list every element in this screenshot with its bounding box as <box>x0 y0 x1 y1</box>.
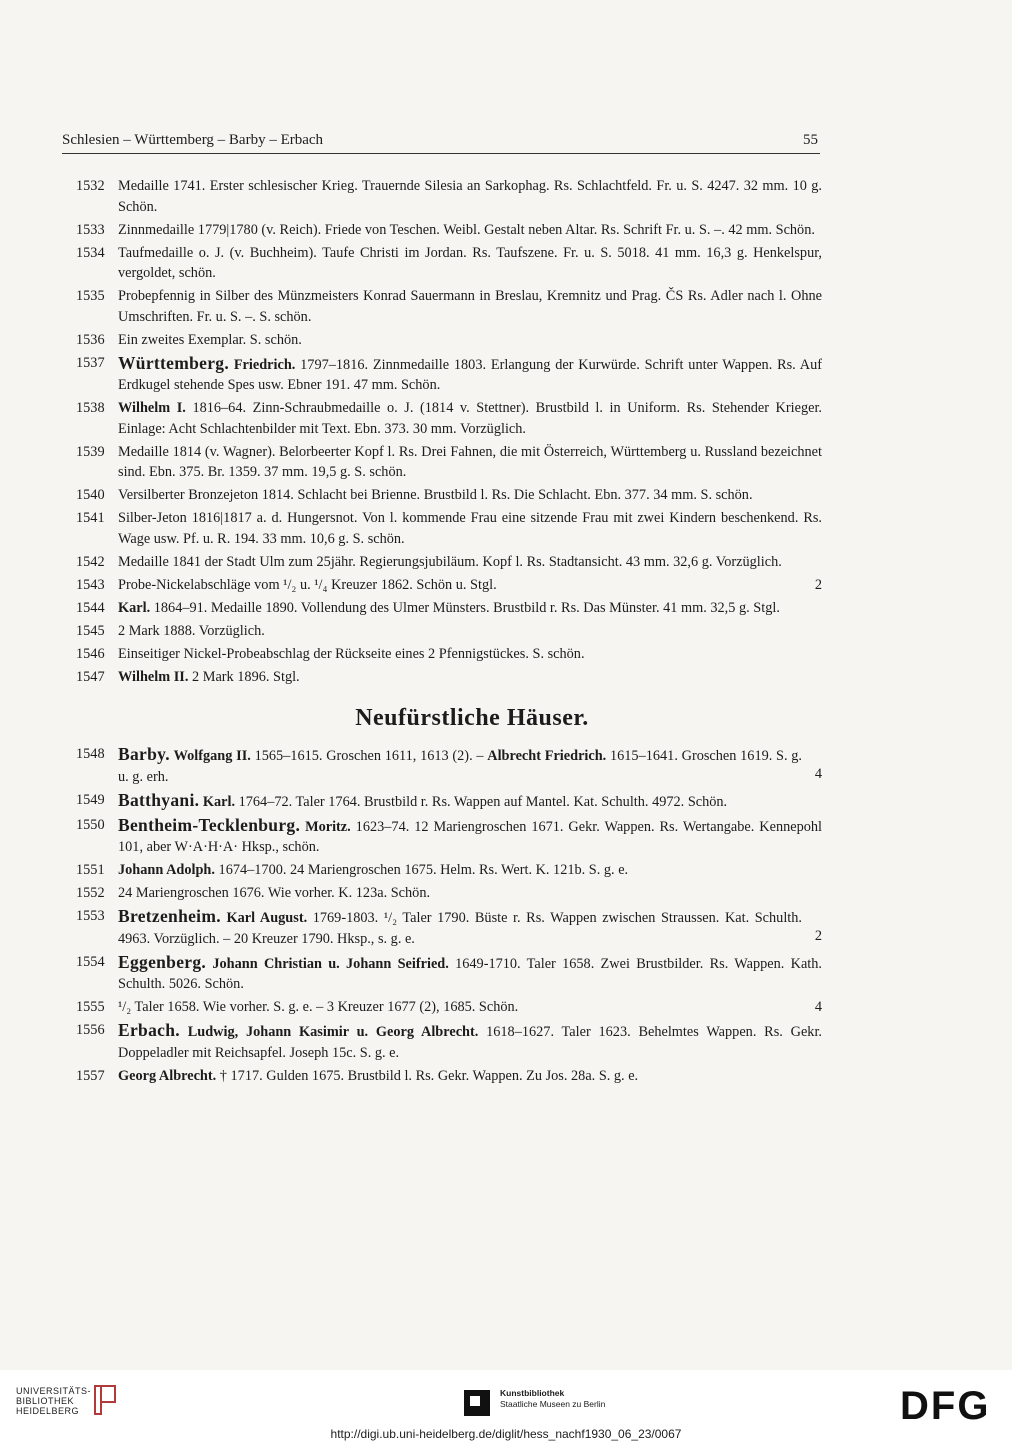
catalog-entry <box>62 952 822 995</box>
entry-number: 1532 <box>76 178 105 194</box>
entry-text: Medaille 1741. Erster schlesischer Krieg. Trauernde Silesia an Sarkophag. Rs. Schlachtfeld. Fr. u. S. 4247. 32 mm. 10 g. Schön. <box>118 178 822 215</box>
entry-text: Eggenberg. Johann Christian u. Johann Seifried. 1649-1710. Taler 1658. Zwei Brustbilder. Rs. Wappen. Kath. Schulth. 5026. Schön. <box>118 951 822 992</box>
catalog-entry <box>62 883 822 904</box>
kunstbibliothek-label <box>500 1388 605 1410</box>
catalog-entry <box>62 860 822 881</box>
catalog-entry <box>62 621 822 642</box>
entry-number: 1557 <box>76 1067 105 1084</box>
entry-text: Versilberter Bronzejeton 1814. Schlacht bei Brienne. Brustbild l. Rs. Die Schlacht. Ebn. 377. 34 mm. S. schön. <box>118 487 753 503</box>
entry-number: 1551 <box>76 862 105 878</box>
entry-list <box>62 176 822 1089</box>
catalog-entry <box>62 744 822 787</box>
catalog-entry <box>62 243 822 284</box>
catalog-entry <box>62 552 822 573</box>
catalog-entry <box>62 286 822 327</box>
entry-text: 2 Mark 1888. Vorzüglich. <box>118 622 265 639</box>
entry-text: Taufmedaille o. J. (v. Buchheim). Taufe Christi im Jordan. Rs. Taufszene. Fr. u. S. 5018. 41 mm. 16,3 g. Henkelspur, vergoldet, schön. <box>118 244 822 281</box>
entry-number: 1536 <box>76 331 105 348</box>
lot-count: 4 <box>814 999 822 1015</box>
entry-text <box>118 575 822 596</box>
kb-line2: Staatliche Museen zu Berlin <box>500 1399 606 1409</box>
kb-line1: Kunstbibliothek <box>500 1388 565 1398</box>
entry-text: Bentheim-Tecklenburg. Moritz. 1623–74. 12 Mariengroschen 1671. Gekr. Wappen. Rs. Wertangabe. Kennepohl 101, aber W·A·H·A· Hksp., schön. <box>118 814 823 855</box>
entry-text: 24 Mariengroschen 1676. Wie vorher. K. 123a. Schön. <box>118 885 431 901</box>
entry-text <box>118 997 822 1018</box>
entry-number: 1546 <box>76 645 105 662</box>
university-logo-icon <box>92 1384 118 1416</box>
entry-number: 1541 <box>76 510 105 526</box>
entry-text: Erbach. Ludwig, Johann Kasimir u. Georg Albrecht. 1618–1627. Taler 1623. Behelmtes Wappen. Rs. Gekr. Doppeladler mit Reichsapfel. Joseph 15c. S. g. e. <box>118 1020 822 1061</box>
catalog-entry <box>62 398 822 439</box>
page-header <box>62 132 818 149</box>
dfg-logo: DFG <box>900 1384 991 1428</box>
section-title: Neufürstliche Häuser. <box>355 705 589 731</box>
entry-text: Johann Adolph. 1674–1700. 24 Mariengroschen 1675. Helm. Rs. Wert. K. 121b. S. g. e. <box>118 862 629 878</box>
catalog-entry <box>62 815 822 858</box>
lot-count: 4 <box>814 766 822 782</box>
lot-count: 2 <box>814 928 822 944</box>
entry-number: 1555 <box>76 999 105 1015</box>
entry-number: 1544 <box>76 599 105 616</box>
catalog-entry <box>62 508 822 549</box>
entry-number: 1556 <box>76 1022 105 1038</box>
entry-number: 1542 <box>76 553 105 570</box>
catalog-entry <box>62 1020 822 1063</box>
entry-text <box>118 744 822 787</box>
catalog-entry <box>62 485 822 506</box>
entry-text: Wilhelm I. 1816–64. Zinn-Schraubmedaille o. J. (1814 v. Stettner). Brustbild l. in Uniform. Rs. Stehender Krieger. Einlage: Acht Schlachtenbilder mit Text. Ebn. 373. 30 mm. Vorzüglich. <box>118 400 822 437</box>
entry-text: Württemberg. Friedrich. 1797–1816. Zinnmedaille 1803. Erlangung der Kurwürde. Schrift unter Wappen. Rs. Auf Erdkugel stehende Spes usw. Ebner 191. 47 mm. Schön. <box>118 352 822 393</box>
entry-description: Probe-Nickelabschläge vom ¹/₂ u. ¹/₄ Kreuzer 1862. Schön u. Stgl. <box>118 576 497 593</box>
source-url[interactable]: http://digi.ub.uni-heidelberg.de/diglit/hess_nachf1930_06_23/0067 <box>330 1427 682 1441</box>
catalog-entry <box>62 997 822 1018</box>
entry-number: 1538 <box>76 400 105 416</box>
entry-number: 1547 <box>76 668 105 685</box>
catalog-entry <box>62 353 822 396</box>
catalog-entry <box>62 442 822 483</box>
catalog-entry <box>62 1066 822 1087</box>
entry-text: Karl. 1864–91. Medaille 1890. Vollendung des Ulmer Münsters. Brustbild r. Rs. Das Münster. 41 mm. 32,5 g. Stgl. <box>118 599 780 616</box>
entry-number: 1548 <box>76 746 105 762</box>
catalog-entry <box>62 220 822 241</box>
entry-text: Georg Albrecht. † 1717. Gulden 1675. Brustbild l. Rs. Gekr. Wappen. Zu Jos. 28a. S. g. e. <box>118 1067 639 1084</box>
entry-number: 1535 <box>76 288 105 304</box>
catalog-entry <box>62 575 822 596</box>
header-rule <box>62 153 820 154</box>
kunstbibliothek-logo-icon <box>462 1388 492 1418</box>
catalog-entry <box>62 667 822 688</box>
catalog-entry <box>62 598 822 619</box>
catalog-entry <box>62 790 822 813</box>
entry-text <box>118 906 822 949</box>
entry-number: 1549 <box>76 791 105 808</box>
entry-description: Bretzenheim. Karl August. 1769-1803. ¹/₂ Taler 1790. Büste r. Rs. Wappen zwischen Straussen. Kat. Schulth. 4963. Vorzüglich. – 20 Kreuzer 1790. Hksp., s. g. e. <box>118 906 802 947</box>
catalog-entry <box>62 176 822 217</box>
entry-number: 1539 <box>76 443 105 460</box>
entry-description: Barby. Wolfgang II. 1565–1615. Groschen 1611, 1613 (2). – Albrecht Friedrich. 1615–1641. Groschen 1619. S. g. u. g. erh. <box>118 744 803 785</box>
entry-text: Silber-Jeton 1816|1817 a. d. Hungersnot. Von l. kommende Frau eine sitzende Frau mit zwei Kindern beschenkend. Rs. Wage usw. Pf. u. R. 194. 33 mm. 10,6 g. S. schön. <box>118 510 822 547</box>
entry-text: Probepfennig in Silber des Münzmeisters Konrad Sauermann in Breslau, Kremnitz und Prag. ČS Rs. Adler nach l. Ohne Umschriften. Fr. u. S. –. S. schön. <box>118 288 822 325</box>
footer <box>0 1370 1012 1445</box>
entry-text: Medaille 1841 der Stadt Ulm zum 25jähr. Regierungsjubiläum. Kopf l. Rs. Stadtansicht. 43 mm. 32,6 g. Vorzüglich. <box>118 553 782 570</box>
entry-text: Wilhelm II. 2 Mark 1896. Stgl. <box>118 668 300 685</box>
page-number: 55 <box>803 132 818 148</box>
entry-number: 1554 <box>76 953 105 970</box>
library-name: UNIVERSITÄTS- BIBLIOTHEK HEIDELBERG <box>16 1386 92 1416</box>
entry-number: 1534 <box>76 244 105 261</box>
entry-number: 1545 <box>76 622 105 639</box>
entry-number: 1553 <box>76 908 105 924</box>
entry-number: 1550 <box>76 816 105 833</box>
entry-number: 1552 <box>76 885 105 901</box>
lot-count: 2 <box>814 576 822 593</box>
entry-number: 1540 <box>76 487 105 503</box>
catalog-entry <box>62 644 822 665</box>
entry-number: 1533 <box>76 221 105 238</box>
entry-text: Medaille 1814 (v. Wagner). Belorbeerter Kopf l. Rs. Drei Fahnen, die mit Österreich, Württemberg u. Russland bezeichnet sind. Ebn. 375. Br. 1359. 37 mm. 19,5 g. S. schön. <box>118 443 822 480</box>
catalog-entry <box>62 330 822 351</box>
entry-number: 1543 <box>76 576 105 593</box>
entry-text: Batthyani. Karl. 1764–72. Taler 1764. Brustbild r. Rs. Wappen auf Mantel. Kat. Schulth. 4972. Schön. <box>118 789 728 810</box>
entry-number: 1537 <box>76 354 105 371</box>
entry-text: Zinnmedaille 1779|1780 (v. Reich). Friede von Teschen. Weibl. Gestalt neben Altar. Rs. Schrift Fr. u. S. –. 42 mm. Schön. <box>118 221 815 238</box>
entry-text: Ein zweites Exemplar. S. schön. <box>118 331 302 348</box>
catalog-entry <box>62 906 822 949</box>
running-title: Schlesien – Württemberg – Barby – Erbach <box>62 132 324 148</box>
entry-text: Einseitiger Nickel-Probeabschlag der Rückseite eines 2 Pfennigstückes. S. schön. <box>118 645 585 662</box>
entry-description: ¹/₂ Taler 1658. Wie vorher. S. g. e. – 3 Kreuzer 1677 (2), 1685. Schön. <box>118 999 519 1015</box>
